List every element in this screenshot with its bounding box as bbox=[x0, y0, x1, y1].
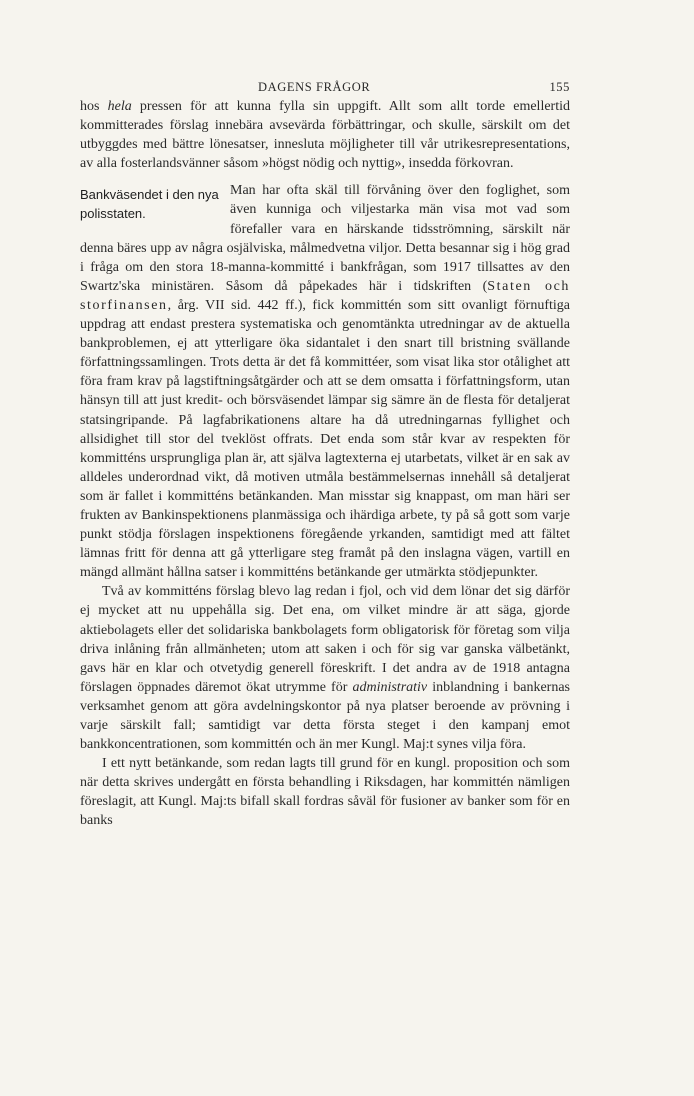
paragraph-2: Bankväsendet i den nya polisstaten. Man har ofta skäl till förvåning över den foglighet, som även kunniga och viljestarka män visa mot vad som förefaller vara en härskande tidsströmning, särskilt när denna bäres upp av några osjälviska, målmedvetna viljor. Detta besannar sig i hög grad i fråga om den stora 18-manna-kommitté i bankfrågan, som 1917 tillsattes av den Swartz'ska ministären. Såsom då påpekades här i tidskriften (Staten och storfinansen, årg. VII sid. 442 ff.), fick kommittén som sitt ovanligt förnuftiga uppdrag att endast prestera systematiska och genomtänkta utredningar av de aktuella bankproblemen, ej att ytterligare öka sidantalet i den snart till bristning svällande författningssamlingen. Trots detta är det få kommittéer, som visat lika stor otålighet att föra fram krav på lagstiftningsåtgärder och att se dem omsatta i författningsform, utan hänsyn till att just kredit- och börsväsendet lämpar sig sämre än de flesta för detaljerat statsingripande. På lagfabrikationens altare ha då utredningarnas fyllighet och allsidighet till stor del tveklöst offrats. Det enda som står kvar av respekten för kommitténs ursprungliga plan är, att själva lagtexterna ej utarbetats, vilket är en sak av alldeles underordnad vikt, då motiven utmåla bestämmelsernas innehåll så detaljerat som är fallet i kommitténs betänkanden. Man misstar sig knappast, om man häri ser frukten av Bankinspektionens planmässiga och ihärdiga arbete, ty på så gott som varje punkt stödja förslagen inspektionens föregående yrkanden, samtidigt med att fältet lämnas fritt för denna att gå ytterligare steg framåt på den inslagna vägen, vartill en mängd allmänt hållna satser i kommitténs betänkande ger utmärkta stödjepunkter. bbox=[80, 183, 570, 581]
body-text bbox=[80, 97, 570, 831]
emphasis-administrativ: administrativ bbox=[352, 679, 428, 695]
section-gap bbox=[80, 173, 570, 181]
margin-heading: Bankväsendet i den nya polisstaten. bbox=[80, 187, 219, 222]
paragraph-1: hos hela pressen för att kunna fylla sin uppgift. Allt som allt torde emellertid kommitterades förslag innebära avsevärda förbättringar, och skulle, särskilt om det utbyggdes med bättre lönesatser, innesluta möjligheter till vår utrikesrepresentations, av alla fosterlandsvänner såsom »högst nödig och nyttig», insedda förkovran. bbox=[80, 99, 570, 172]
running-title: DAGENS FRÅGOR bbox=[258, 80, 371, 94]
paragraph-4: I ett nytt betänkande, som redan lagts till grund för en kungl. proposition och som när detta skrives undergått en första behandling i Riksdagen, har kommittén nämligen föreslagit, att Kungl. Maj:ts bifall skall fordras såväl för fusioner av banker som för en banks bbox=[80, 756, 570, 829]
emphasis-hela: hela bbox=[107, 99, 132, 114]
paragraph-3: Två av kommitténs förslag blevo lag redan i fjol, och vid dem lönar det sig därför ej mycket att nu uppehålla sig. Det ena, om vilket mindre är att säga, gjorde aktiebolagets eller det solidariska bankbolagets form obligatorisk för företag som vilja driva inlåning från allmänheten; utom att saken i och för sig var ganska välbetänkt, gavs här en klar och otvetydig generell föreskrift. I det andra av de 1918 antagna förslagen öppnades däremot ökat utrymme för administrativ inblandning i bankernas verksamhet genom att göra avdelningskontor på nya platser beroende av prövning i varje särskilt fall; samtidigt var detta första steget i den kampanj emot bankkoncentrationen, som kommittén och än mer Kungl. Maj:t synes vilja föra. bbox=[80, 584, 570, 753]
article-reference: Staten och storfinansen bbox=[80, 278, 570, 313]
page-number: 155 bbox=[549, 80, 570, 94]
